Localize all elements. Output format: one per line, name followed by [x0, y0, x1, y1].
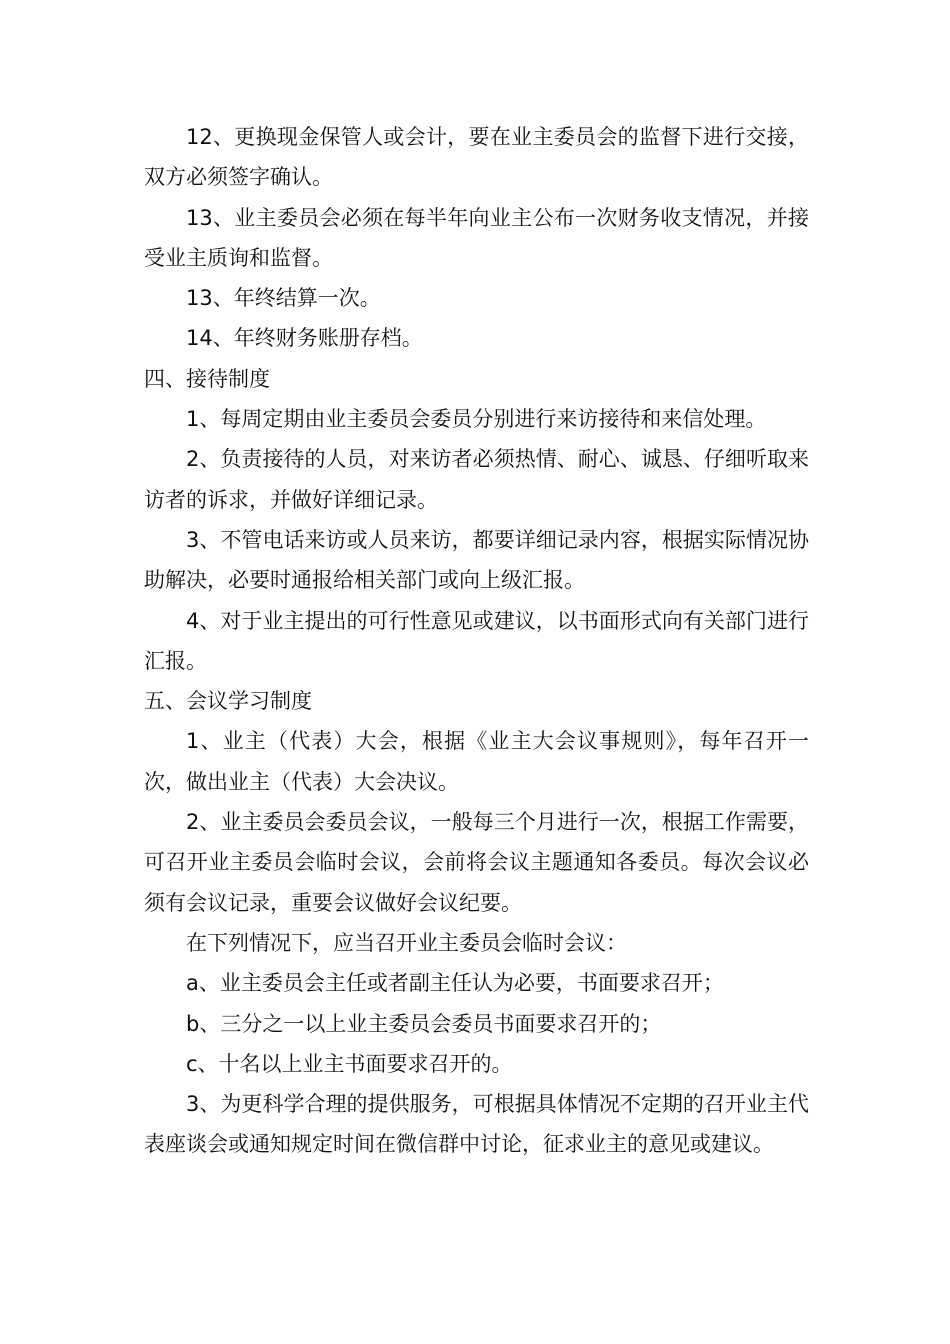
section-heading-reception: 四、接待制度	[144, 366, 270, 391]
list-item-c: c、十名以上业主书面要求召开的。	[186, 1051, 513, 1076]
document-body	[144, 117, 809, 1165]
paragraph-financial-disclosure: 13、业主委员会必须在每半年向业主公布一次财务收支情况，并接受业主质询和监督。	[144, 205, 809, 270]
paragraph-year-end-settlement: 13、年终结算一次。	[186, 286, 381, 311]
paragraph-ledger-archive: 14、年终财务账册存档。	[186, 326, 423, 351]
list-item-a: a、业主委员会主任或者副主任认为必要，书面要求召开；	[186, 971, 724, 996]
paragraph-cash-handover: 12、更换现金保管人或会计，要在业主委员会的监督下进行交接，双方必须签字确认。	[144, 125, 809, 190]
paragraph-general-assembly: 1、业主（代表）大会，根据《业主大会议事规则》，每年召开一次，做出业主（代表）大会决议。	[144, 729, 809, 794]
paragraph-reception-staff: 2、负责接待的人员，对来访者必须热情、耐心、诚恳、仔细听取来访者的诉求，并做好详细记录。	[144, 447, 809, 512]
paragraph-committee-meetings: 2、业主委员会委员会议，一般每三个月进行一次，根据工作需要，可召开业主委员会临时会议，会前将会议主题通知各委员。每次会议必须有会议记录，重要会议做好会议纪要。	[144, 810, 809, 915]
paragraph-temporary-meeting-intro: 在下列情况下，应当召开业主委员会临时会议：	[186, 930, 627, 955]
section-heading-meetings: 五、会议学习制度	[144, 689, 312, 714]
list-item-b: b、三分之一以上业主委员会委员书面要求召开的；	[186, 1011, 662, 1036]
paragraph-visit-records: 3、不管电话来访或人员来访，都要详细记录内容，根据实际情况协助解决，必要时通报给相关部门或向上级汇报。	[144, 527, 809, 593]
paragraph-weekly-reception: 1、每周定期由业主委员会委员分别进行来访接待和来信处理。	[186, 407, 767, 432]
paragraph-owner-forums: 3、为更科学合理的提供服务，可根据具体情况不定期的召开业主代表座谈会或通知规定时间在微信群中讨论，征求业主的意见或建议。	[144, 1092, 809, 1157]
paragraph-owner-suggestions: 4、对于业主提出的可行性意见或建议，以书面形式向有关部门进行汇报。	[144, 608, 809, 673]
